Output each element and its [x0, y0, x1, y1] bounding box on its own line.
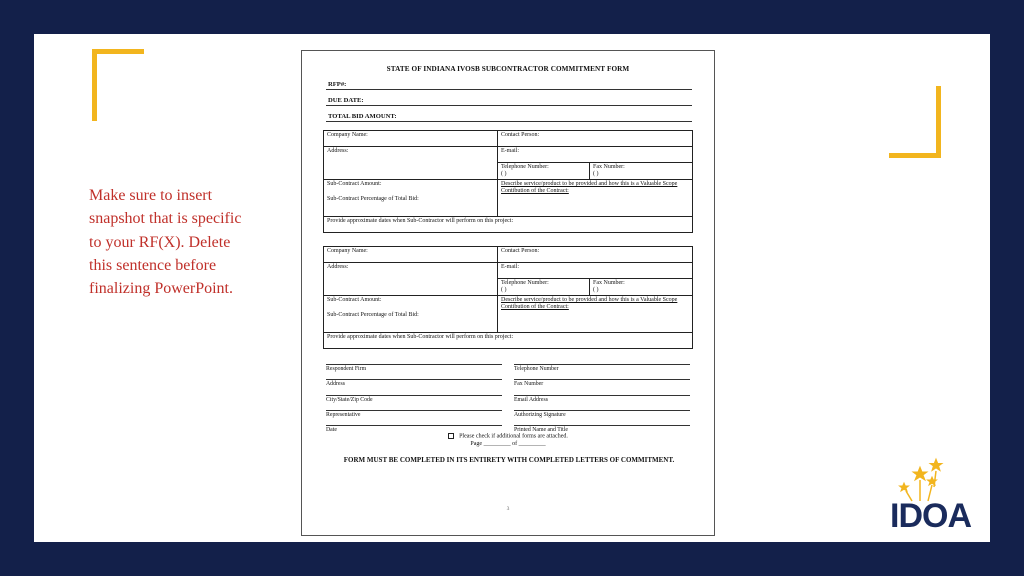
- form-footer: FORM MUST BE COMPLETED IN ITS ENTIRETY WITH COMPLETED LETTERS OF COMMITMENT.: [343, 456, 675, 464]
- subcontract-pct-label: Sub-Contract Percentage of Total Bid:: [327, 196, 419, 202]
- total-bid-line: [326, 111, 692, 122]
- sig-authorizing: Authorizing Signature: [514, 410, 690, 418]
- subcontractor-block-1: [323, 130, 693, 233]
- telephone-cell: [498, 163, 590, 180]
- due-date-line: [326, 95, 692, 106]
- sig-address: Address: [326, 379, 502, 387]
- sig-date: Date: [326, 425, 502, 433]
- sig-city-state-zip: City/State/Zip Code: [326, 395, 502, 403]
- dates-label: Provide approximate dates when Sub-Contractor will perform on this project:: [324, 217, 693, 233]
- address-label: Address:: [324, 263, 498, 296]
- form-title: STATE OF INDIANA IVOSB SUBCONTRACTOR COMMITMENT FORM: [386, 65, 630, 73]
- subcontract-pct-label: Sub-Contract Percentage of Total Bid:: [327, 312, 419, 318]
- sig-printed-name: Printed Name and Title: [514, 425, 690, 433]
- sig-respondent-firm: Respondent Firm: [326, 364, 502, 372]
- company-name-label: Company Name:: [324, 247, 498, 263]
- email-label: E-mail:: [498, 263, 693, 279]
- fax-paren: ( ): [593, 171, 599, 177]
- company-name-label: Company Name:: [324, 131, 498, 147]
- sig-representative: Representative: [326, 410, 502, 418]
- subcontract-amount-label: Sub-Contract Amount:: [327, 181, 382, 187]
- fax-label: Fax Number:: [593, 164, 625, 170]
- total-bid-label: TOTAL BID AMOUNT:: [328, 113, 397, 120]
- additional-forms-text: Please check if additional forms are attached.: [459, 433, 568, 440]
- stars-icon: [890, 455, 982, 503]
- telephone-label: Telephone Number:: [501, 280, 549, 286]
- due-date-label: DUE DATE:: [328, 97, 364, 104]
- contact-person-label: Contact Person:: [498, 247, 693, 263]
- page-of-text: Page _________ of _________: [470, 441, 546, 447]
- rfp-line: [326, 79, 692, 90]
- subcontract-cell: [324, 180, 498, 217]
- email-label: E-mail:: [498, 147, 693, 163]
- page-number: 3: [506, 506, 510, 512]
- sig-fax: Fax Number: [514, 379, 690, 387]
- describe-label: Describe service/product to be provided and how this is a Valuable Scope Contibution of the Contract:: [498, 180, 693, 217]
- subcontractor-block-2: [323, 246, 693, 349]
- telephone-paren: ( ): [501, 171, 507, 177]
- corner-bracket-top-left: [92, 49, 144, 121]
- idoa-logo: [890, 455, 982, 533]
- additional-forms-check: [302, 433, 714, 439]
- fax-cell: [590, 279, 693, 296]
- subcontract-cell: [324, 296, 498, 333]
- checkbox-icon: [448, 433, 454, 439]
- sig-email: Email Address: [514, 395, 690, 403]
- logo-text: IDOA: [890, 497, 971, 535]
- telephone-cell: [498, 279, 590, 296]
- telephone-paren: ( ): [501, 287, 507, 293]
- describe-label: Describe service/product to be provided and how this is a Valuable Scope Contibution of the Contract:: [498, 296, 693, 333]
- dates-label: Provide approximate dates when Sub-Contractor will perform on this project:: [324, 333, 693, 349]
- telephone-label: Telephone Number:: [501, 164, 549, 170]
- rfp-label: RFP#:: [328, 81, 347, 88]
- instruction-note[interactable]: Make sure to insert snapshot that is specific to your RF(X). Delete this sentence before finalizing PowerPoint.: [89, 187, 242, 298]
- fax-paren: ( ): [593, 287, 599, 293]
- sig-telephone: Telephone Number: [514, 364, 690, 372]
- address-label: Address:: [324, 147, 498, 180]
- corner-bracket-bottom-right: [889, 86, 941, 158]
- fax-label: Fax Number:: [593, 280, 625, 286]
- form-snapshot[interactable]: [301, 50, 715, 536]
- subcontract-amount-label: Sub-Contract Amount:: [327, 297, 382, 303]
- contact-person-label: Contact Person:: [498, 131, 693, 147]
- fax-cell: [590, 163, 693, 180]
